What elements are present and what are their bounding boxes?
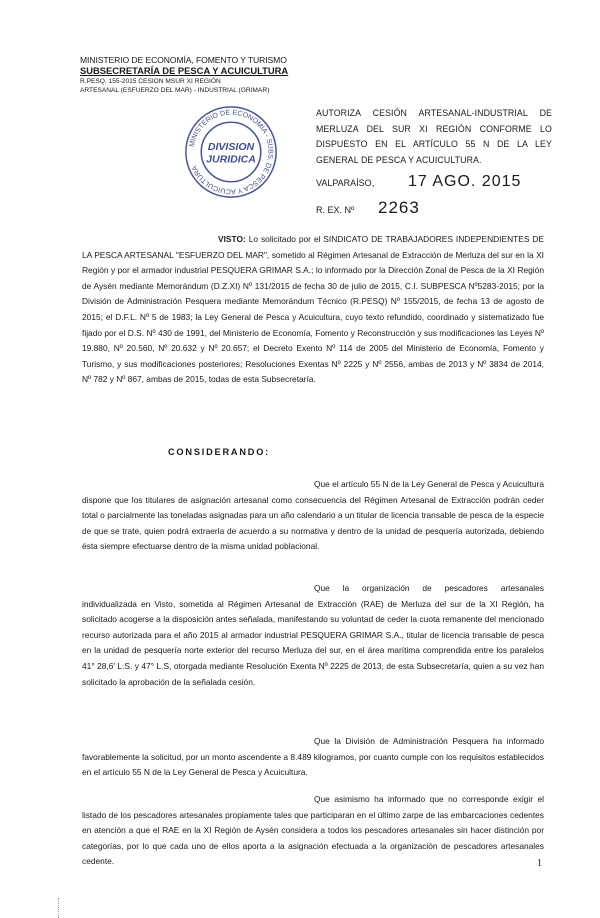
stamp-ring-text: MINISTERIO DE ECONOMIA - SUBS. DE PESCA Y ACUICULTURA xyxy=(187,108,275,196)
visto-text: Lo solicitado por el SINDICATO DE TRABAJADORES INDEPENDIENTES DE LA PESCA ARTESANAL "ESFUERZO DEL MAR", sometido al Régimen Artesanal de Extracción de Merluza del sur en la XI Región y por el armador industrial PESQUERA GRIMAR S.A.; lo informado por la Dirección Zonal de Pesca de la XI Región de Aysén mediante Memorándum (D.Z.XI) Nº 131/2015 de fecha 30 de julio de 2015, C.I. SUBPESCA Nº5283-2015; por la División de Administración Pesquera mediante Memorándum Técnico (R.PESQ) Nº 155/2015, de fecha 13 de agosto de 2015; el D.F.L. Nº 5 de 1983; la Ley General de Pesca y Acuicultura, cuyo texto refundido, coordinado y sistematizado fue fijado por el D.S. Nº 430 de 1991, del Ministerio de Economía, Fomento y Reconstrucción y sus modificaciones las Leyes Nº 19.880, Nº 20.560, Nº 20.632 y Nº 20.657; el Decreto Exento Nº 114 de 2005 del Ministerio de Economía, Fomento y Turismo, y sus modificaciones posteriores; Resoluciones Exentas Nº 2225 y Nº 2556, ambas de 2013 y Nº 3834 de 2014, Nº 782 y Nº 867, ambas de 2015, todas de esta Subsecretaría. xyxy=(82,234,544,385)
ministry-name: MINISTERIO DE ECONOMÍA, FOMENTO Y TURISMO xyxy=(80,55,287,65)
considerando-heading: CONSIDERANDO: xyxy=(168,447,271,457)
stamp-line-2: JURIDICA xyxy=(206,153,256,166)
visto-label: VISTO: xyxy=(218,234,246,244)
division-juridica-stamp xyxy=(183,104,279,200)
reference-line-1: R.PESQ. 155-2015 CESION MSUR XI REGIÓN xyxy=(80,78,221,85)
place-label: VALPARAÍSO, xyxy=(316,178,375,188)
resolution-date: 17 AGO. 2015 xyxy=(408,173,522,190)
visto-paragraph xyxy=(82,232,544,388)
rex-label: R. EX. Nº xyxy=(316,205,355,215)
considerando-4 xyxy=(82,792,544,870)
stamp-line-1: DIVISION xyxy=(207,141,255,154)
letterhead xyxy=(80,55,310,95)
considerando-2-text: Que la organización de pescadores artesanales individualizada en Visto, sometida al Régimen Artesanal de Extracción (RAE) de Merluza del sur de la XI Región, ha solicitado acogerse a la disposición antes señalada, manifestando su voluntad de ceder la cuota remanente del mencionado recurso autorizada para el año 2015 al armador industrial PESQUERA GRIMAR S.A., titular de licencia transable de pesca en la unidad de pesquería norte exterior del recurso Merluza del sur, en el área marítima comprendida entre los paralelos 41° 28,6' L.S. y 47° L.S, otorgada mediante Resolución Exenta Nº 2225 de 2013, de esta Subsecretaría, quien a su vez han solicitado la aprobación de la señalada cesión. xyxy=(82,583,544,687)
resolution-subject: AUTORIZA CESIÓN ARTESANAL-INDUSTRIAL DE MERLUZA DEL SUR XI REGIÓN CONFORME LO DISPUESTO EN EL ARTÍCULO 55 N DE LA LEY GENERAL DE PESCA Y ACUICULTURA. xyxy=(316,108,552,165)
considerando-2 xyxy=(82,581,544,690)
reference-line-2: ARTESANAL (ESFUERZO DEL MAR) - INDUSTRIAL (GRIMAR) xyxy=(80,87,270,94)
considerando-1-text: Que el artículo 55 N de la Ley General de Pesca y Acuicultura dispone que los titulares de asignación artesanal como consecuencia del Régimen Artesanal de Extracción podrán ceder total o parcialmente las toneladas asignadas para un año calendario a un titular de licencia transable de pesca de la especie de que se trate, quien podrá extraerla de acuerdo a su normativa y dentro de la unidad de pesquería autorizada, debiendo ésta siempre efectuarse dentro de la misma unidad poblacional. xyxy=(82,479,544,552)
considerando-1 xyxy=(82,477,544,555)
rex-number: 2263 xyxy=(378,198,420,217)
considerando-4-text: Que asimismo ha informado que no corresponde exigir el listado de los pescadores artesanales propiamente tales que participaran en el último zarpe de las embarcaciones cedentes en atención a que el RAE en la XI Región de Aysén considera a todos los pescadores artesanales sin hacer distinción por categorías, por lo que cada uno de ellos aporta a la asignación efectuada a la organización de pescadores artesanales cedente. xyxy=(82,794,544,867)
scan-edge-mark xyxy=(58,898,60,918)
considerando-3-text: Que la División de Administración Pesquera ha informado favorablemente la solicitud, por un monto ascendente a 8.489 kilogramos, por cuanto cumple con los requisitos establecidos en el artículo 55 N de la Ley General de Pesca y Acuicultura. xyxy=(82,736,544,778)
page-number: 1 xyxy=(537,858,542,869)
subsecretaria-name: SUBSECRETARÍA DE PESCA Y ACUICULTURA xyxy=(80,65,289,76)
considerando-3 xyxy=(82,734,544,781)
